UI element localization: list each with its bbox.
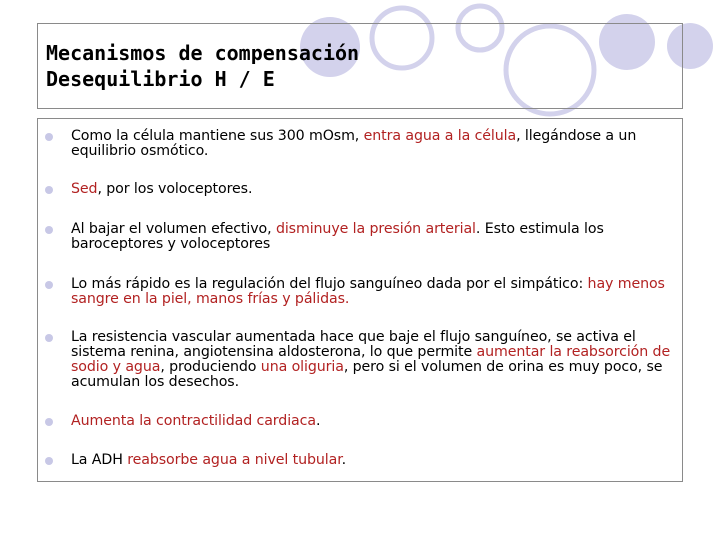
highlight-segment: reabsorbe agua a nivel tubular — [127, 452, 342, 468]
bullet-dot — [45, 226, 53, 234]
bullet-dot — [45, 281, 53, 289]
title-box — [37, 23, 683, 109]
bullet-text — [71, 330, 679, 390]
content-box — [37, 118, 683, 482]
bullet-text — [71, 222, 679, 252]
bullet-dot — [45, 457, 53, 465]
text-segment: Al bajar el volumen efectivo, — [71, 221, 276, 237]
text-segment: , pero si el volumen de orina es muy poco, se acumulan los desechos. — [71, 359, 663, 390]
text-segment: , por los voloceptores. — [97, 181, 253, 197]
highlight-segment: Aumenta la contractilidad cardiaca — [71, 413, 316, 429]
highlight-segment: hay menos sangre en la piel, manos frías y pálidas. — [71, 276, 665, 307]
slide-title-line2: Desequilibrio H / E — [46, 67, 275, 91]
highlight-segment: entra agua a la célula — [363, 128, 517, 144]
slide-title-line1: Mecanismos de compensación — [46, 41, 360, 65]
text-segment: Lo más rápido es la regulación del flujo sanguíneo dada por el simpático: — [71, 276, 588, 292]
bullet-text — [71, 414, 679, 429]
bullet-text — [71, 182, 679, 197]
bullet-text — [71, 129, 679, 159]
text-segment: La resistencia vascular aumentada hace que baje el flujo sanguíneo, se activa el sistema renina, angiotensina aldosterona, lo que permite — [71, 329, 636, 360]
slide-title — [46, 40, 359, 92]
bullet-dot — [45, 186, 53, 194]
highlight-segment: Sed — [71, 181, 98, 197]
text-segment: . — [341, 452, 347, 468]
bullet-dot — [45, 133, 53, 141]
text-segment: , produciendo — [160, 359, 261, 375]
bullet-text — [71, 277, 679, 307]
text-segment: . Esto estimula los baroceptores y voloceptores — [71, 221, 604, 252]
bullet-dot — [45, 334, 53, 342]
text-segment: Como la célula mantiene sus 300 mOsm, — [71, 128, 364, 144]
text-segment: , llegándose a un equilibrio osmótico. — [71, 128, 637, 159]
bullet-dot — [45, 418, 53, 426]
highlight-segment: disminuye la presión arterial — [275, 221, 476, 237]
text-segment: . — [315, 413, 321, 429]
highlight-segment: aumentar la reabsorción de sodio y agua — [71, 344, 671, 375]
text-segment: La ADH — [71, 452, 128, 468]
highlight-segment: una oliguria — [260, 359, 344, 375]
bullet-text — [71, 453, 679, 468]
